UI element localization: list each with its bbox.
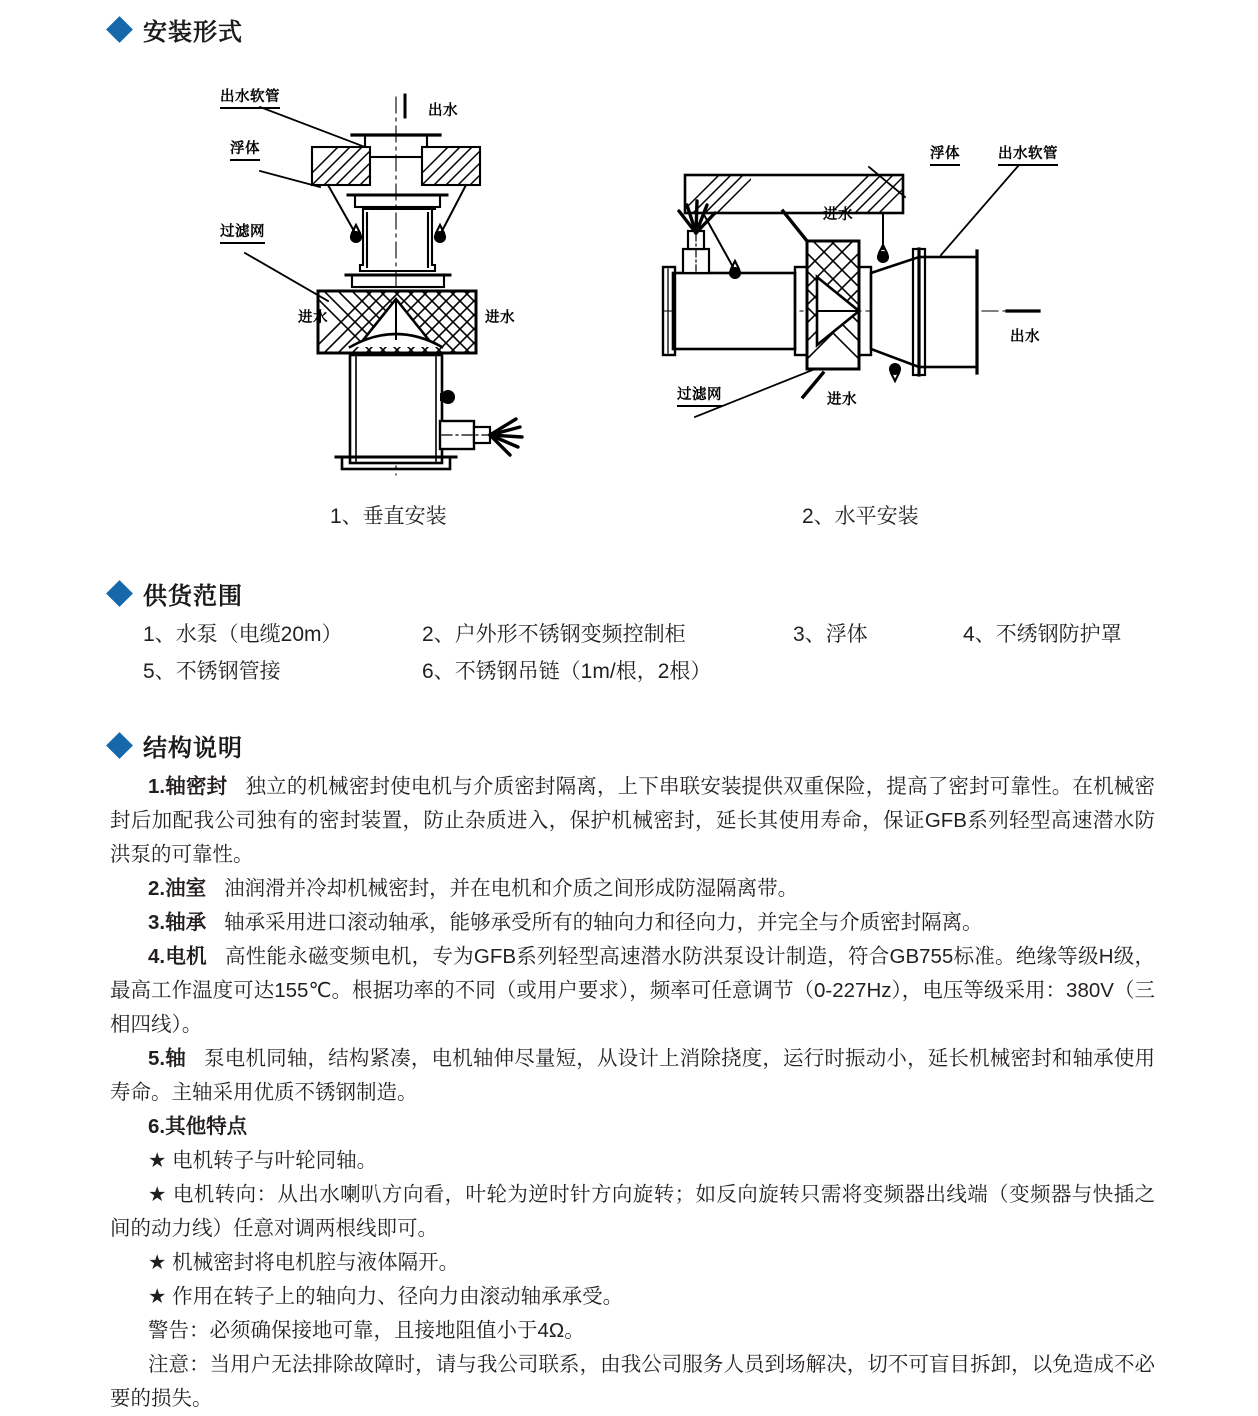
section-title-structure: 结构说明	[143, 735, 243, 762]
structure-description	[110, 770, 1155, 1416]
structure-item-6	[110, 1110, 1155, 1144]
label-filter-screen: 过滤网	[220, 220, 265, 244]
section-title-supply-scope: 供货范围	[143, 583, 243, 610]
section-header-supply-scope	[110, 576, 243, 611]
feature-bullet-4: ★ 作用在转子上的轴向力、径向力由滚动轴承承受。	[148, 1285, 624, 1308]
figure-horizontal-installation	[655, 145, 1075, 445]
diamond-bullet-icon	[106, 16, 133, 43]
structure-item-4	[110, 940, 1155, 1042]
label-inlet-top: 进水	[823, 207, 853, 223]
structure-item-6-label: 6.其他特点	[148, 1115, 248, 1138]
label-outlet: 出水	[428, 103, 458, 119]
supply-item-3-text: 浮体	[825, 623, 868, 646]
diamond-bullet-icon	[106, 732, 133, 759]
supply-item-2	[422, 618, 686, 648]
supply-item-4-text: 不绣钢防护罩	[995, 623, 1122, 646]
structure-item-4-body: 高性能永磁变频电机，专为GFB系列轻型高速潜水防洪泵设计制造，符合GB755标准。绝缘等级H级，最高工作温度可达155℃。根据功率的不同（或用户要求），频率可任意调节（0-227Hz），电压等级采用：380V（三相四线）。	[110, 945, 1155, 1036]
structure-item-3	[110, 906, 1155, 940]
supply-item-5-text: 不锈钢管接	[175, 660, 281, 683]
installation-figures	[0, 55, 1258, 528]
label-inlet-right: 进水	[485, 310, 515, 326]
supply-item-5-number: 5、	[143, 660, 176, 683]
supply-item-2-number: 2、	[422, 623, 455, 646]
structure-item-2-label: 2.油室	[148, 877, 207, 900]
supply-item-4-number: 4、	[963, 623, 996, 646]
structure-item-3-label: 3.轴承	[148, 911, 207, 934]
figure-vertical-installation	[200, 75, 560, 495]
supply-item-4	[963, 618, 1122, 648]
section-title-installation: 安装形式	[143, 19, 243, 46]
feature-bullet-3: ★ 机械密封将电机腔与液体隔开。	[148, 1251, 460, 1274]
label-outlet-horizontal: 出水	[1010, 329, 1040, 345]
label-inlet-left: 进水	[298, 310, 328, 326]
structure-item-1-body: 独立的机械密封使电机与介质密封隔离，上下串联安装提供双重保险，提高了密封可靠性。在机械密封后加配我公司独有的密封装置，防止杂质进入，保护机械密封，延长其使用寿命，保证GFB系列轻型高速潜水防洪泵的可靠性。	[110, 775, 1155, 866]
section-header-structure	[110, 728, 243, 763]
label-inlet-bottom: 进水	[827, 392, 857, 408]
label-float-horizontal: 浮体	[930, 142, 960, 166]
label-outlet-hose-horizontal: 出水软管	[998, 142, 1058, 166]
diamond-bullet-icon	[106, 580, 133, 607]
label-float: 浮体	[230, 137, 260, 161]
supply-item-1-number: 1、	[143, 623, 176, 646]
structure-item-1-label: 1.轴密封	[148, 775, 228, 798]
supply-item-3	[793, 618, 868, 648]
supply-item-1	[143, 618, 343, 648]
structure-item-2	[110, 872, 1155, 906]
structure-item-5	[110, 1042, 1155, 1110]
feature-bullet-2: ★ 电机转向：从出水喇叭方向看，叶轮为逆时针方向旋转；如反向旋转只需将变频器出线端（变频器与快插之间的动力线）任意对调两根线即可。	[110, 1183, 1155, 1240]
supply-item-6-number: 6、	[422, 660, 455, 683]
structure-item-3-body: 轴承采用进口滚动轴承，能够承受所有的轴向力和径向力，并完全与介质密封隔离。	[224, 911, 983, 934]
label-outlet-hose: 出水软管	[220, 85, 280, 109]
structure-item-5-body: 泵电机同轴，结构紧凑，电机轴伸尽量短，从设计上消除挠度，运行时振动小，延长机械密封和轴承使用寿命。主轴采用优质不锈钢制造。	[110, 1047, 1155, 1104]
supply-item-6	[422, 655, 711, 685]
structure-item-5-label: 5.轴	[148, 1047, 186, 1070]
supply-item-3-number: 3、	[793, 623, 826, 646]
structure-item-4-label: 4.电机	[148, 945, 207, 968]
label-filter-screen-horizontal: 过滤网	[677, 383, 722, 407]
caption-horizontal-installation: 2、水平安装	[802, 505, 919, 528]
section-header-installation	[110, 12, 243, 47]
feature-bullet-1: ★ 电机转子与叶轮同轴。	[148, 1149, 378, 1172]
supply-item-6-text: 不锈钢吊链（1m/根，2根）	[454, 660, 712, 683]
caption-vertical-installation: 1、垂直安装	[330, 505, 447, 528]
structure-item-2-body: 油润滑并冷却机械密封，并在电机和介质之间形成防湿隔离带。	[224, 877, 799, 900]
supply-item-2-text: 户外形不锈钢变频控制柜	[454, 623, 686, 646]
supply-item-1-text: 水泵（电缆20m）	[175, 623, 343, 646]
supply-item-5	[143, 655, 281, 685]
notice-text: 注意：当用户无法排除故障时，请与我公司联系，由我公司服务人员到场解决，切不可盲目拆卸，以免造成不必要的损失。	[110, 1353, 1155, 1410]
warning-text: 警告：必须确保接地可靠，且接地阻值小于4Ω。	[148, 1319, 585, 1342]
structure-item-1	[110, 770, 1155, 872]
